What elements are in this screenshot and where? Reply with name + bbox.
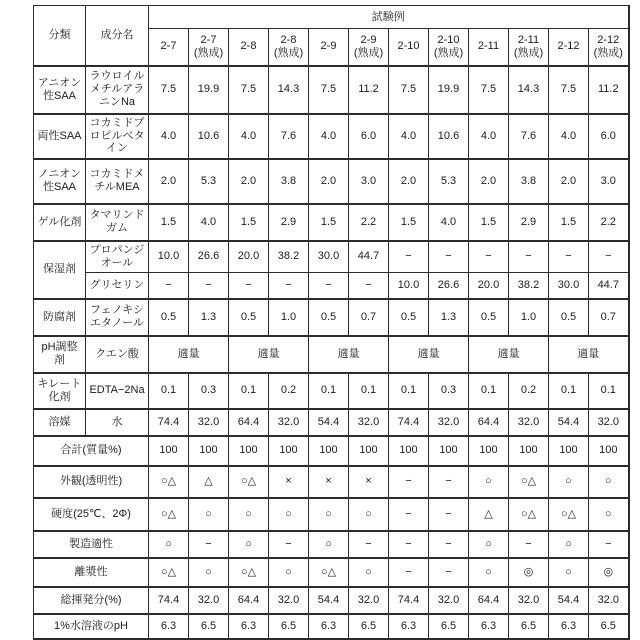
value-cell: 2.0 [149,159,189,204]
value-cell: 0.1 [389,373,429,409]
value-cell: ○ [589,466,629,498]
qs-value-cell: 適量 [469,336,549,373]
classification-cell: 両性SAA [34,114,86,159]
value-cell: 0.5 [469,299,509,336]
value-cell: 64.4 [469,409,509,436]
table-row [34,373,629,409]
value-cell: 0.5 [389,299,429,336]
value-cell: 2.0 [389,159,429,204]
value-cell: 0.5 [549,299,589,336]
value-cell: 1.5 [389,204,429,241]
component-cell: コカミドメチルMEA [86,159,149,204]
value-cell: 26.6 [189,241,229,273]
value-cell: 4.0 [469,114,509,159]
value-cell: ○ [469,466,509,498]
value-cell: − [349,273,389,299]
value-cell: 6.5 [589,614,629,639]
table-row [34,336,629,373]
value-cell: − [429,498,469,531]
value-cell: ○△ [549,498,589,531]
summary-label: 外観(透明性) [34,466,149,498]
column-header: 2-11 (熟成) [509,29,549,66]
value-cell: 32.0 [429,587,469,614]
value-cell: 100 [349,436,389,466]
component-cell: EDTA−2Na [86,373,149,409]
component-cell: コカミドプロピルベタイン [86,114,149,159]
value-cell: − [269,531,309,558]
value-cell: 32.0 [589,587,629,614]
value-cell: 6.0 [589,114,629,159]
value-cell: 11.2 [349,66,389,114]
column-header: 2-11 [469,29,509,66]
value-cell: 5.3 [429,159,469,204]
value-cell: ○ [309,498,349,531]
value-cell: 4.0 [309,114,349,159]
table-row [34,558,629,587]
summary-label: 製造適性 [34,531,149,558]
value-cell: 20.0 [469,273,509,299]
value-cell: 7.5 [549,66,589,114]
value-cell: 74.4 [389,587,429,614]
component-cell: フェノキシエタノール [86,299,149,336]
value-cell: − [429,466,469,498]
value-cell: ○△ [229,466,269,498]
value-cell: 2.9 [509,204,549,241]
value-cell: 0.5 [149,299,189,336]
value-cell: 74.4 [149,587,189,614]
value-cell: − [429,531,469,558]
value-cell: 100 [269,436,309,466]
value-cell: ○ [269,558,309,587]
value-cell: 7.5 [229,66,269,114]
value-cell: × [269,466,309,498]
value-cell: △ [189,466,229,498]
classification-header: 分類 [34,6,86,66]
component-cell: クエン酸 [86,336,149,373]
value-cell: ○ [149,531,189,558]
value-cell: 32.0 [509,409,549,436]
value-cell: 10.0 [389,273,429,299]
column-header: 2-9 [309,29,349,66]
value-cell: − [429,241,469,273]
value-cell: 30.0 [309,241,349,273]
value-cell: 6.5 [509,614,549,639]
table-body [34,6,629,639]
component-cell: ラウロイルメチルアラニンNa [86,66,149,114]
column-header: 2-12 (熟成) [589,29,629,66]
value-cell: 1.0 [509,299,549,336]
value-cell: 7.6 [509,114,549,159]
value-cell: 7.5 [469,66,509,114]
value-cell: 6.5 [429,614,469,639]
component-cell: プロパンジオール [86,241,149,273]
value-cell: 1.5 [469,204,509,241]
value-cell: × [309,466,349,498]
value-cell: 64.4 [469,587,509,614]
value-cell: ○ [469,531,509,558]
value-cell: 19.9 [189,66,229,114]
value-cell: ○△ [149,558,189,587]
value-cell: − [349,531,389,558]
value-cell: ○△ [149,498,189,531]
table-row [34,66,629,114]
value-cell: ○△ [309,558,349,587]
value-cell: 100 [309,436,349,466]
value-cell: 4.0 [549,114,589,159]
value-cell: 4.0 [389,114,429,159]
value-cell: ○ [549,558,589,587]
value-cell: 100 [189,436,229,466]
value-cell: 3.8 [269,159,309,204]
table-row [34,409,629,436]
column-header: 2-12 [549,29,589,66]
value-cell: 32.0 [189,409,229,436]
value-cell: 2.0 [229,159,269,204]
table-row [34,204,629,241]
table-row [34,159,629,204]
value-cell: 3.8 [509,159,549,204]
formulation-table [33,5,630,640]
value-cell: 6.3 [469,614,509,639]
value-cell: 100 [389,436,429,466]
column-header: 2-7 [149,29,189,66]
value-cell: ○ [189,558,229,587]
value-cell: ○ [349,498,389,531]
value-cell: 20.0 [229,241,269,273]
classification-cell: ノニオン性SAA [34,159,86,204]
value-cell: ○△ [149,466,189,498]
value-cell: 0.5 [309,299,349,336]
value-cell: 32.0 [589,409,629,436]
value-cell: 0.2 [269,373,309,409]
value-cell: 4.0 [429,204,469,241]
value-cell: 19.9 [429,66,469,114]
value-cell: 32.0 [189,587,229,614]
value-cell: 5.3 [189,159,229,204]
value-cell: 0.5 [229,299,269,336]
value-cell: 54.4 [309,409,349,436]
value-cell: 100 [469,436,509,466]
value-cell: 44.7 [349,241,389,273]
value-cell: 1.3 [429,299,469,336]
value-cell: ◎ [509,558,549,587]
value-cell: 6.5 [189,614,229,639]
qs-value-cell: 適量 [149,336,229,373]
value-cell: 1.5 [149,204,189,241]
value-cell: ○ [189,498,229,531]
value-cell: 6.3 [309,614,349,639]
column-header: 2-9 (熟成) [349,29,389,66]
summary-label: 硬度(25℃、2Φ) [34,498,149,531]
value-cell: 100 [149,436,189,466]
value-cell: − [389,466,429,498]
value-cell: 0.3 [189,373,229,409]
value-cell: 2.0 [549,159,589,204]
value-cell: − [509,241,549,273]
value-cell: 26.6 [429,273,469,299]
value-cell: 6.5 [269,614,309,639]
value-cell: 6.5 [349,614,389,639]
value-cell: 0.3 [429,373,469,409]
table-row [34,436,629,466]
column-header: 2-10 [389,29,429,66]
value-cell: 2.2 [589,204,629,241]
value-cell: − [589,241,629,273]
value-cell: 2.0 [469,159,509,204]
table-row [34,531,629,558]
value-cell: 32.0 [349,587,389,614]
component-header: 成分名 [86,6,149,66]
value-cell: × [349,466,389,498]
table-row [34,114,629,159]
value-cell: 38.2 [269,241,309,273]
value-cell: 32.0 [349,409,389,436]
classification-cell: 保湿剤 [34,241,86,299]
value-cell: − [389,558,429,587]
value-cell: ○ [309,531,349,558]
value-cell: 14.3 [269,66,309,114]
value-cell: 7.5 [389,66,429,114]
value-cell: 100 [589,436,629,466]
classification-cell: pH調整剤 [34,336,86,373]
value-cell: 2.2 [349,204,389,241]
classification-cell: アニオン性SAA [34,66,86,114]
value-cell: ○ [349,558,389,587]
value-cell: − [189,531,229,558]
value-cell: 7.5 [309,66,349,114]
value-cell: 3.0 [349,159,389,204]
value-cell: 0.1 [309,373,349,409]
value-cell: 100 [429,436,469,466]
value-cell: 74.4 [149,409,189,436]
value-cell: 0.1 [589,373,629,409]
value-cell: 54.4 [549,587,589,614]
table-row [34,466,629,498]
classification-cell: 防腐剤 [34,299,86,336]
value-cell: 100 [509,436,549,466]
value-cell: 6.3 [389,614,429,639]
value-cell: 74.4 [389,409,429,436]
summary-label: 離漿性 [34,558,149,587]
value-cell: 32.0 [269,587,309,614]
table-row [34,498,629,531]
value-cell: 0.7 [589,299,629,336]
value-cell: − [389,498,429,531]
summary-label: 総揮発分(%) [34,587,149,614]
value-cell: − [509,531,549,558]
value-cell: − [429,558,469,587]
value-cell: ○△ [509,466,549,498]
value-cell: − [589,531,629,558]
value-cell: ○ [549,466,589,498]
classification-cell: キレート化剤 [34,373,86,409]
value-cell: 4.0 [149,114,189,159]
table-row [34,587,629,614]
value-cell: 64.4 [229,409,269,436]
value-cell: 4.0 [189,204,229,241]
value-cell: 100 [229,436,269,466]
column-header: 2-7 (熟成) [189,29,229,66]
value-cell: 10.6 [189,114,229,159]
column-header: 2-10 (熟成) [429,29,469,66]
value-cell: ○△ [509,498,549,531]
value-cell: 100 [549,436,589,466]
summary-label: 合計(質量%) [34,436,149,466]
value-cell: 1.3 [189,299,229,336]
value-cell: 2.0 [309,159,349,204]
column-header: 2-8 [229,29,269,66]
component-cell: タマリンドガム [86,204,149,241]
value-cell: 7.6 [269,114,309,159]
qs-value-cell: 適量 [309,336,389,373]
classification-cell: ゲル化剤 [34,204,86,241]
column-header: 2-8 (熟成) [269,29,309,66]
value-cell: ○ [589,498,629,531]
value-cell: 6.3 [229,614,269,639]
qs-value-cell: 適量 [229,336,309,373]
value-cell: 7.5 [149,66,189,114]
value-cell: ○ [269,498,309,531]
value-cell: ○△ [229,558,269,587]
classification-cell: 溶媒 [34,409,86,436]
table-row [34,614,629,639]
value-cell: 10.0 [149,241,189,273]
value-cell: 1.5 [549,204,589,241]
value-cell: 1.0 [269,299,309,336]
value-cell: 1.5 [229,204,269,241]
qs-value-cell: 適量 [389,336,469,373]
value-cell: 44.7 [589,273,629,299]
value-cell: 6.0 [349,114,389,159]
value-cell: − [469,241,509,273]
value-cell: ○ [229,531,269,558]
component-cell: 水 [86,409,149,436]
value-cell: ○ [549,531,589,558]
value-cell: 32.0 [509,587,549,614]
value-cell: − [389,531,429,558]
value-cell: 0.1 [349,373,389,409]
value-cell: 30.0 [549,273,589,299]
value-cell: ○ [469,558,509,587]
qs-value-cell: 適量 [549,336,629,373]
value-cell: − [149,273,189,299]
value-cell: 32.0 [269,409,309,436]
value-cell: 0.1 [549,373,589,409]
table-row [34,273,629,299]
value-cell: 1.5 [309,204,349,241]
value-cell: − [389,241,429,273]
table-row [34,241,629,273]
value-cell: − [229,273,269,299]
value-cell: 64.4 [229,587,269,614]
value-cell: 6.3 [549,614,589,639]
value-cell: 14.3 [509,66,549,114]
value-cell: 38.2 [509,273,549,299]
value-cell: 0.7 [349,299,389,336]
table-row [34,299,629,336]
value-cell: 3.0 [589,159,629,204]
value-cell: 32.0 [429,409,469,436]
value-cell: 6.3 [149,614,189,639]
component-cell: グリセリン [86,273,149,299]
value-cell: 4.0 [229,114,269,159]
value-cell: − [549,241,589,273]
value-cell: 11.2 [589,66,629,114]
value-cell: 10.6 [429,114,469,159]
value-cell: 0.1 [469,373,509,409]
table-row [34,6,629,29]
test-examples-header: 試験例 [149,6,629,29]
value-cell: 0.1 [229,373,269,409]
value-cell: △ [469,498,509,531]
value-cell: ○ [229,498,269,531]
value-cell: 54.4 [549,409,589,436]
summary-label: 1%水溶液のpH [34,614,149,639]
value-cell: 2.9 [269,204,309,241]
value-cell: 54.4 [309,587,349,614]
value-cell: − [309,273,349,299]
value-cell: 0.1 [149,373,189,409]
value-cell: 0.2 [509,373,549,409]
value-cell: − [269,273,309,299]
value-cell: ◎ [589,558,629,587]
value-cell: − [189,273,229,299]
